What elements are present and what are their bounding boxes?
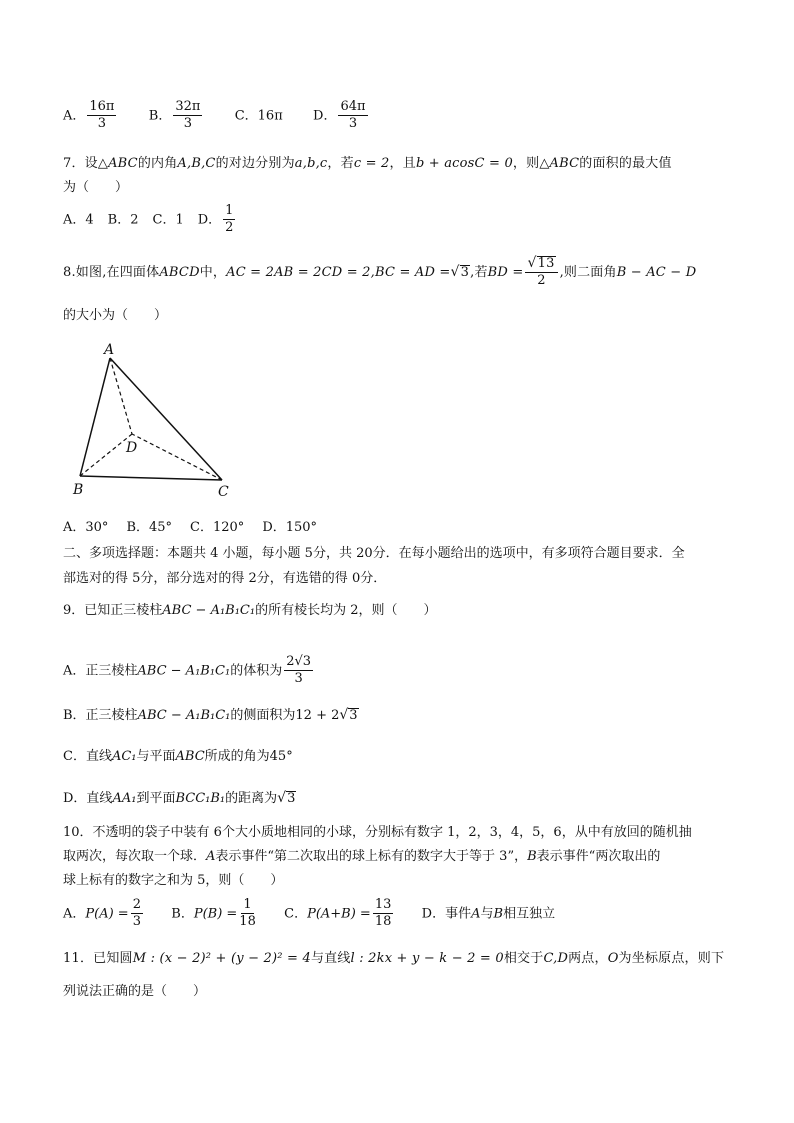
section2-line2: 部选对的得 5分，部分选对的得 2分，有选错的得 0分． bbox=[63, 571, 387, 586]
vertex-label-a: A bbox=[104, 342, 115, 358]
q9-stem: 9．已知正三棱柱ABC − A₁B₁C₁的所有棱长均为 2，则（ ） bbox=[63, 603, 437, 618]
q8-options: A．30° B．45° C．120° D．150° bbox=[63, 520, 318, 535]
q8-stem-line1: 8.如图,在四面体ABCD中，AC = 2AB = 2CD = 2,BC = AD = √ 3 ,若BD = √ 13 2 ,则二面角B − AC − D bbox=[63, 255, 697, 289]
edge-bd bbox=[80, 434, 132, 476]
q11-stem-line1: 11．已知圆M : (x − 2)² + (y − 2)² = 4与直线l : 2kx + y − k − 2 = 0相交于C,D两点，O为坐标原点，则下 bbox=[63, 951, 725, 966]
q7-stem-line2: 为（ ） bbox=[63, 180, 129, 195]
sqrt-symbol: √ 3 bbox=[277, 790, 296, 806]
q6-option-c-value: 16π bbox=[257, 108, 283, 124]
q10-options: A．P(A) = $\frac{2}{3}$ B．P(B) = $\frac{1}{18}$ C．P(A+B) = $\frac{13}{18}$ D．事件A与B相互独立 bbox=[63, 897, 556, 930]
q7-option-d-fraction: $\frac{1}{2}$ bbox=[225, 203, 234, 236]
q9-option-d: D．直线AA₁到平面BCC₁B₁的距离为 √ 3 bbox=[63, 790, 296, 806]
sqrt-symbol: √ 3 bbox=[339, 707, 358, 723]
q10-a-fraction: $\frac{2}{3}$ bbox=[132, 897, 141, 930]
q9-option-b: B．正三棱柱ABC − A₁B₁C₁的侧面积为12 + 2 √ 3 bbox=[63, 707, 358, 723]
edge-bc bbox=[80, 476, 222, 480]
q7-stem-line1: 7．设△ABC的内角A,B,C的对边分别为a,b,c，若c = 2，且b + acosC = 0，则△ABC的面积的最大值 bbox=[63, 156, 672, 171]
tetrahedron-figure bbox=[70, 338, 245, 500]
q10-b-fraction: $\frac{1}{18}$ bbox=[239, 897, 256, 930]
q9-a-fraction: $\frac{2√3}{3}$ bbox=[286, 654, 312, 687]
edge-cd bbox=[132, 434, 222, 480]
q10-c-fraction: $\frac{13}{18}$ bbox=[374, 897, 392, 930]
q6-option-a-fraction: $\frac{16\pi}{3}$ bbox=[89, 99, 115, 132]
vertex-label-c: C bbox=[218, 484, 229, 500]
vertex-label-d: D bbox=[126, 440, 138, 456]
q6-option-d-fraction: $\frac{64\pi}{3}$ bbox=[340, 99, 366, 132]
edge-ab bbox=[80, 358, 110, 476]
q8-bd-fraction: √ 13 2 bbox=[525, 256, 557, 289]
q10-stem-line3: 球上标有的数字之和为 5，则（ ） bbox=[63, 873, 284, 888]
vertex-label-b: B bbox=[73, 482, 84, 498]
q6-option-b-label: B． bbox=[148, 108, 172, 124]
q6-options bbox=[63, 100, 370, 132]
q10-stem-line2: 取两次，每次取一个球．A表示事件“第二次取出的球上标有的数字大于等于 3”，B表示事件“两次取出的 bbox=[63, 849, 661, 864]
q7-options: A．4 B．2 C．1 D． $\frac{1}{2}$ bbox=[63, 203, 234, 236]
q8-stem-line2: 的大小为（ ） bbox=[63, 308, 168, 323]
q6-option-b-fraction: $\frac{32\pi}{3}$ bbox=[175, 99, 201, 132]
q6-option-a-label: A． bbox=[63, 108, 86, 124]
q6-option-d-label: D． bbox=[313, 108, 337, 124]
section2-line1: 二、多项选择题：本题共 4 小题，每小题 5分，共 20分．在每小题给出的选项中，有多项符合题目要求．全 bbox=[63, 546, 685, 561]
q11-stem-line2: 列说法正确的是（ ） bbox=[63, 984, 207, 999]
q9-option-c: C．直线AC₁与平面ABC所成的角为45° bbox=[63, 749, 293, 764]
q6-option-c-label: C． bbox=[234, 108, 258, 124]
q10-stem-line1: 10．不透明的袋子中装有 6个大小质地相同的小球，分别标有数字 1，2，3，4，5，6，从中有放回的随机抽 bbox=[63, 825, 692, 840]
sqrt-symbol: √ 3 bbox=[450, 263, 470, 280]
edge-ac bbox=[110, 358, 222, 480]
q9-option-a: A．正三棱柱ABC − A₁B₁C₁的体积为 $\frac{2√3}{3}$ bbox=[63, 654, 312, 687]
